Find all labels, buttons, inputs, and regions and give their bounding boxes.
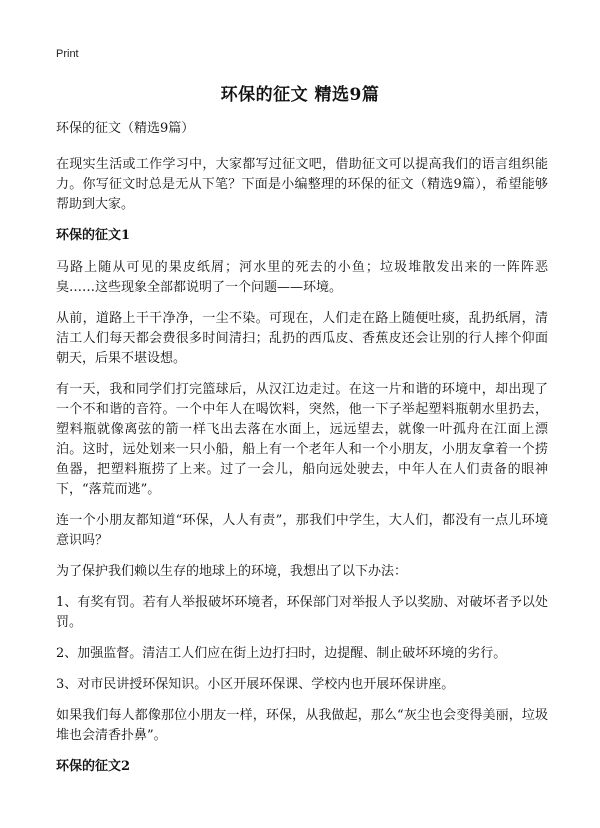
section-heading-1: 环保的征文1 [56, 228, 131, 243]
paragraph: 连一个小朋友都知道“环保，人人有责”，那我们中学生，大人们，都没有一点儿环境意识吗？ [56, 513, 548, 548]
paragraph: 马路上随从可见的果皮纸屑；河水里的死去的小鱼；垃圾堆散发出来的一阵阵恶臭……这些现象全部都说明了一个问题——环境。 [56, 260, 548, 295]
article-subtitle: 环保的征文（精选9篇） [56, 121, 195, 136]
paragraph: 1、有奖有罚。若有人举报破坏环境者，环保部门对举报人予以奖励、对破坏者予以处罚。 [56, 595, 548, 630]
intro-paragraph: 在现实生活或工作学习中，大家都写过征文吧，借助征文可以提高我们的语言组织能力。你写征文时总是无从下笔？下面是小编整理的环保的征文（精选9篇），希望能够帮助到大家。 [56, 157, 548, 212]
page-title: 环保的征文 精选9篇 [220, 85, 380, 105]
section-heading-2: 环保的征文2 [56, 759, 131, 774]
paragraph: 从前，道路上干干净净，一尘不染。可现在，人们走在路上随便吐痰，乱扔纸屑，清洁工人们每天都会费很多时间清扫；乱扔的西瓜皮、香蕉皮还会让别的行人摔个仰面朝天，后果不堪设想。 [56, 311, 548, 366]
paragraph: 为了保护我们赖以生存的地球上的环境，我想出了以下办法： [56, 564, 408, 579]
paragraph: 有一天，我和同学们打完篮球后，从汉江边走过。在这一片和谐的环境中，却出现了一个不和谐的音符。一个中年人在喝饮料，突然，他一下子举起塑料瓶朝水里扔去，塑料瓶就像离弦的箭一样飞出去落在水面上，远远望去，就像一叶孤舟在江面上漂泊。这时，远处划来一只小船，船上有一个老年人和一个小朋友，小朋友拿着一个捞鱼器，把塑料瓶捞了上来。过了一会儿，船向远处驶去，中年人在人们责备的眼神下，“落荒而逃”。 [56, 382, 548, 497]
paragraph: 如果我们每人都像那位小朋友一样，环保，从我做起，那么“灰尘也会变得美丽，垃圾堆也会清香扑鼻”。 [56, 708, 548, 743]
paragraph: 3、对市民讲授环保知识。小区开展环保课、学校内也开展环保讲座。 [56, 677, 455, 692]
article-body [56, 119, 548, 789]
print-link[interactable]: Print [56, 48, 79, 60]
paragraph: 2、加强监督。清洁工人们应在街上边打扫时，边提醒、制止破坏环境的劣行。 [56, 646, 507, 661]
